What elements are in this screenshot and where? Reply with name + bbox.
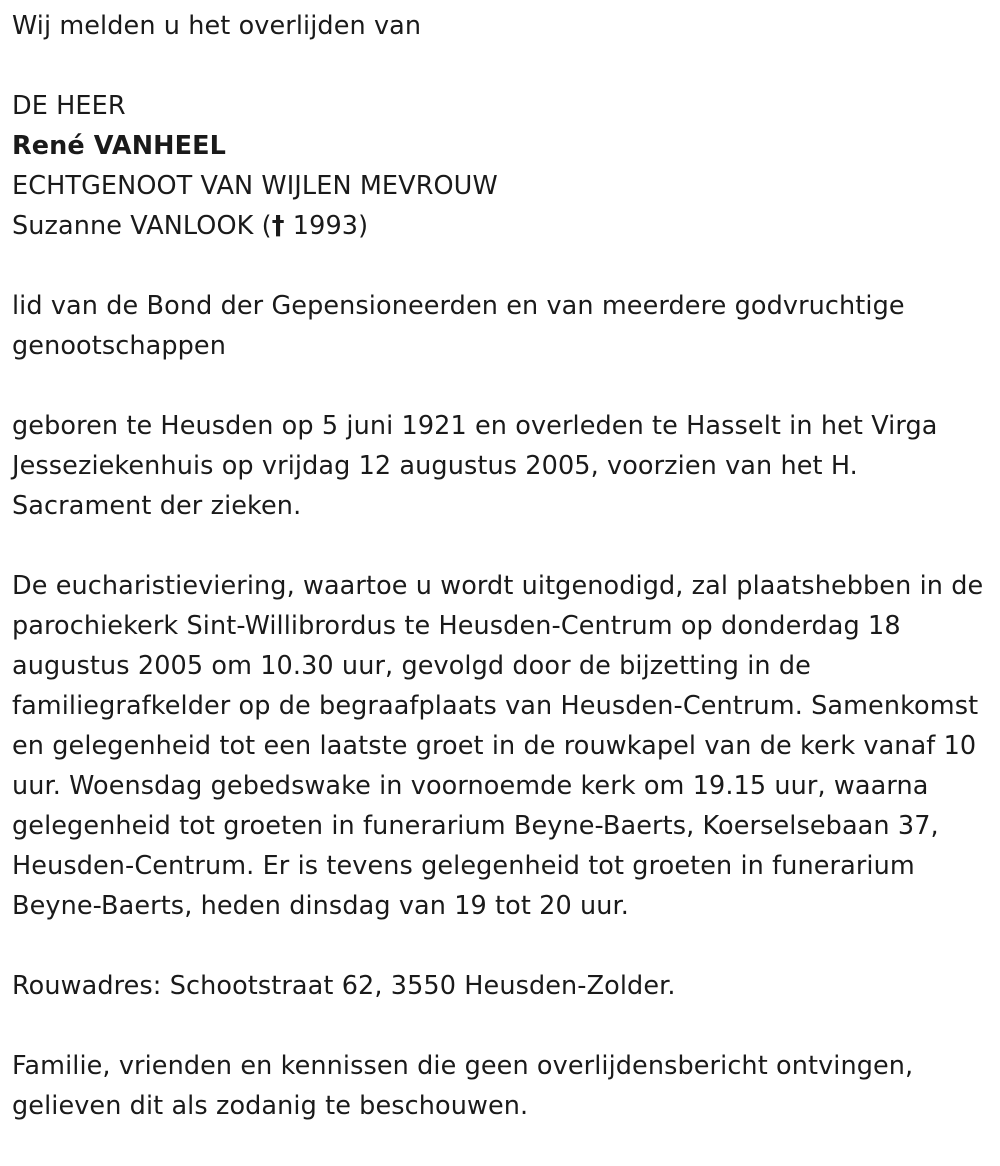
cross-icon: † <box>271 211 285 241</box>
spacer <box>12 1006 984 1046</box>
ceremony-paragraph: De eucharistieviering, waartoe u wordt uitgenodigd, zal plaatshebben in de parochiekerk Sint-Willibrordus te Heusden-Centrum op donderdag 18 augustus 2005 om 10.30 uur, gevolgd door de bijzetting in de familiegrafkelder op de begraafplaats van Heusden-Centrum. Samenkomst en gelegenheid tot een laatste groet in de rouwkapel van de kerk vanaf 10 uur. Woensdag gebedswake in voornoemde kerk om 19.15 uur, waarna gelegenheid tot groeten in funerarium Beyne-Baerts, Koerselsebaan 37, Heusden-Centrum. Er is tevens gelegenheid tot groeten in funerarium Beyne-Baerts, heden dinsdag van 19 tot 20 uur. <box>12 571 984 921</box>
membership-paragraph: lid van de Bond der Gepensioneerden en van meerdere godvruchtige genootschappen <box>12 291 905 361</box>
birth-death-paragraph: geboren te Heusden op 5 juni 1921 en overleden te Hasselt in het Virga Jesseziekenhuis op vrijdag 12 augustus 2005, voorzien van het H. Sacrament der zieken. <box>12 411 938 521</box>
address-paragraph: Rouwadres: Schootstraat 62, 3550 Heusden-Zolder. <box>12 971 676 1001</box>
spacer <box>12 526 984 566</box>
spouse-name: Suzanne VANLOOK ( <box>12 211 272 241</box>
spacer <box>12 366 984 406</box>
spacer <box>12 926 984 966</box>
closing-paragraph: Familie, vrienden en kennissen die geen overlijdensbericht ontvingen, gelieven dit als zodanig te beschouwen. <box>12 1051 914 1121</box>
spouse-name-line <box>12 206 984 246</box>
spacer <box>12 246 984 286</box>
spacer <box>12 46 984 86</box>
deceased-title: DE HEER <box>12 91 126 121</box>
deceased-name: René VANHEEL <box>12 131 226 161</box>
spouse-line: ECHTGENOOT VAN WIJLEN MEVROUW <box>12 171 498 201</box>
intro-text: Wij melden u het overlijden van <box>12 11 422 41</box>
spouse-death-year: 1993) <box>284 211 369 241</box>
obituary-notice <box>12 6 984 1126</box>
